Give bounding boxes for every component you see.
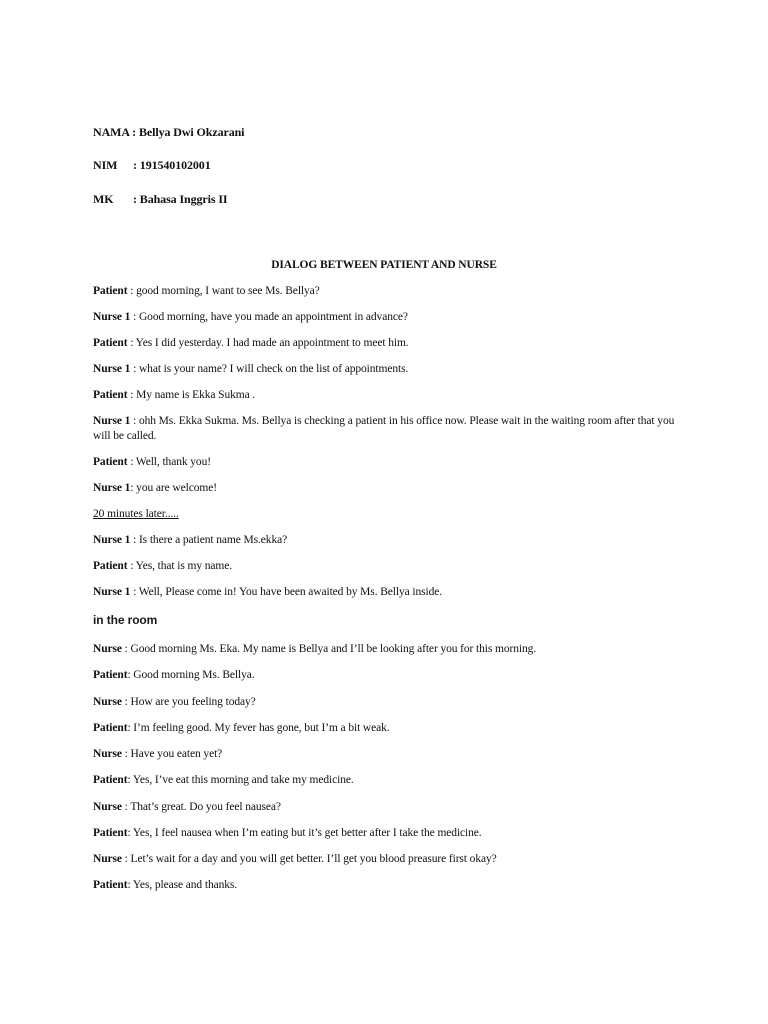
nim-label: NIM xyxy=(93,158,118,172)
dialog-line xyxy=(93,878,237,893)
dialog-line xyxy=(93,852,497,867)
utterance: : Well, Please come in! You have been awaited by Ms. Bellya inside. xyxy=(130,586,443,598)
utterance: : you are welcome! xyxy=(130,482,217,494)
mk-value: : Bahasa Inggris II xyxy=(133,192,228,206)
speaker: Nurse 1 xyxy=(93,363,131,375)
dialog-line xyxy=(93,668,255,683)
speaker: Patient xyxy=(93,337,128,349)
utterance: : Yes I did yesterday. I had made an appointment to meet him. xyxy=(127,337,409,349)
page-title: DIALOG BETWEEN PATIENT AND NURSE xyxy=(271,259,497,271)
utterance: : That’s great. Do you feel nausea? xyxy=(121,801,281,813)
speaker: Nurse 1 xyxy=(93,534,131,546)
utterance: : Yes, that is my name. xyxy=(127,560,233,572)
time-note: 20 minutes later..... xyxy=(93,508,179,520)
dialog-line xyxy=(93,362,408,377)
dialog-line xyxy=(93,284,320,299)
dialog-line xyxy=(93,533,287,548)
speaker: Nurse 1 xyxy=(93,586,131,598)
utterance: : My name is Ekka Sukma . xyxy=(127,389,256,401)
speaker: Nurse 1 xyxy=(93,311,131,323)
speaker: Patient xyxy=(93,827,128,839)
dialog-line xyxy=(93,721,390,736)
header-nama xyxy=(93,125,244,140)
utterance: : Good morning, have you made an appointment in advance? xyxy=(130,311,408,323)
dialog-line xyxy=(93,310,408,325)
speaker: Nurse xyxy=(93,748,122,760)
speaker: Nurse 1 xyxy=(93,482,131,494)
section-heading: in the room xyxy=(93,613,158,627)
speaker: Patient xyxy=(93,285,128,297)
utterance: : Good morning Ms. Eka. My name is Bellya and I’ll be looking after you for this morning. xyxy=(121,643,537,655)
nim-value: : 191540102001 xyxy=(133,158,211,172)
utterance: : Yes, please and thanks. xyxy=(127,879,238,891)
utterance: : I’m feeling good. My fever has gone, but I’m a bit weak. xyxy=(127,722,390,734)
nama-value: : Bellya Dwi Okzarani xyxy=(132,125,245,139)
dialog-line xyxy=(93,747,222,762)
speaker: Nurse xyxy=(93,853,122,865)
dialog-line xyxy=(93,826,482,841)
speaker: Patient xyxy=(93,389,128,401)
speaker: Nurse xyxy=(93,801,122,813)
speaker: Patient xyxy=(93,456,128,468)
speaker: Nurse 1 xyxy=(93,415,131,427)
dialog-line xyxy=(93,773,354,788)
header-nim xyxy=(93,158,211,173)
speaker: Patient xyxy=(93,722,128,734)
dialog-line xyxy=(93,559,232,574)
dialog-line xyxy=(93,481,217,496)
utterance: : Is there a patient name Ms.ekka? xyxy=(130,534,288,546)
speaker: Patient xyxy=(93,774,128,786)
nama-label: NAMA xyxy=(93,125,130,139)
utterance: : Good morning Ms. Bellya. xyxy=(127,669,255,681)
dialog-line xyxy=(93,336,409,351)
dialog-line xyxy=(93,455,211,470)
utterance: : what is your name? I will check on the list of appointments. xyxy=(130,363,409,375)
dialog-line xyxy=(93,695,256,710)
utterance: : good morning, I want to see Ms. Bellya? xyxy=(127,285,320,297)
header-mk xyxy=(93,192,227,207)
utterance: : Well, thank you! xyxy=(127,456,211,468)
dialog-line xyxy=(93,642,536,657)
dialog-line xyxy=(93,388,255,403)
mk-label: MK xyxy=(93,192,114,206)
dialog-line xyxy=(93,585,442,600)
speaker: Patient xyxy=(93,560,128,572)
utterance: : How are you feeling today? xyxy=(121,696,256,708)
speaker: Patient xyxy=(93,669,128,681)
dialog-line xyxy=(93,414,693,444)
speaker: Nurse xyxy=(93,696,122,708)
dialog-line xyxy=(93,800,281,815)
utterance: : Let’s wait for a day and you will get better. I’ll get you blood preasure first okay? xyxy=(121,853,497,865)
speaker: Patient xyxy=(93,879,128,891)
speaker: Nurse xyxy=(93,643,122,655)
utterance: : Yes, I’ve eat this morning and take my medicine. xyxy=(127,774,354,786)
utterance: : Yes, I feel nausea when I’m eating but it’s get better after I take the medicine. xyxy=(127,827,482,839)
utterance: : Have you eaten yet? xyxy=(121,748,223,760)
utterance: : ohh Ms. Ekka Sukma. Ms. Bellya is checking a patient in his office now. Please wait in the waiting room after that you will be called. xyxy=(93,415,675,442)
